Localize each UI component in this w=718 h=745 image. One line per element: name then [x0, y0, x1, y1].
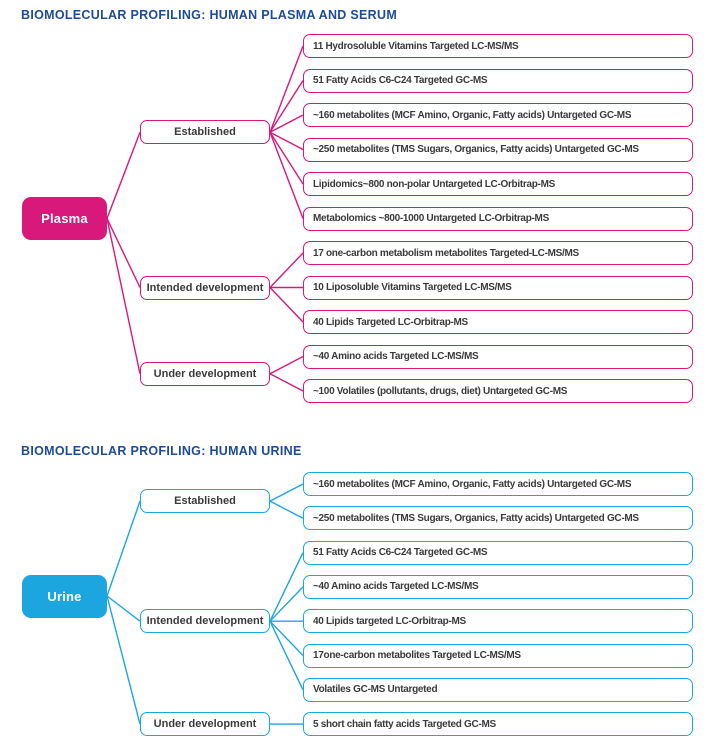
leaf-box-urine: 17one-carbon metabolites Targeted LC-MS/MS — [303, 644, 693, 668]
branch-urine-established: Established — [140, 489, 270, 513]
branch-plasma-established: Established — [140, 120, 270, 144]
leaf-box-plasma: 40 Lipids Targeted LC-Orbitrap-MS — [303, 310, 693, 334]
leaf-box-plasma: Lipidomics~800 non-polar Untargeted LC-Orbitrap-MS — [303, 172, 693, 196]
branch-urine-under-development: Under development — [140, 712, 270, 736]
leaf-box-plasma: ~250 metabolites (TMS Sugars, Organics, Fatty acids) Untargeted GC-MS — [303, 138, 693, 162]
leaf-box-urine: ~40 Amino acids Targeted LC-MS/MS — [303, 575, 693, 599]
connector-line — [270, 621, 303, 690]
connector-line — [270, 484, 303, 501]
leaf-box-plasma: Metabolomics ~800-1000 Untargeted LC-Orbitrap-MS — [303, 207, 693, 231]
connector-line — [107, 219, 140, 288]
connector-line — [270, 501, 303, 518]
connector-line — [107, 501, 140, 596]
leaf-box-plasma: 11 Hydrosoluble Vitamins Targeted LC-MS/MS — [303, 34, 693, 58]
section-title-plasma: BIOMOLECULAR PROFILING: HUMAN PLASMA AND SERUM — [21, 8, 398, 22]
connector-line — [270, 357, 303, 374]
plasma-root-node: Plasma — [22, 197, 107, 240]
connector-line — [270, 587, 303, 621]
leaf-box-plasma: ~100 Volatiles (pollutants, drugs, diet) Untargeted GC-MS — [303, 379, 693, 403]
connector-line — [270, 374, 303, 391]
leaf-box-plasma: 17 one-carbon metabolism metabolites Targeted-LC-MS/MS — [303, 241, 693, 265]
branch-plasma-intended-development: Intended development — [140, 276, 270, 300]
branch-urine-intended-development: Intended development — [140, 609, 270, 633]
connector-line — [270, 253, 303, 288]
leaf-box-plasma: 51 Fatty Acids C6-C24 Targeted GC-MS — [303, 69, 693, 93]
leaf-box-urine: 40 Lipids targeted LC-Orbitrap-MS — [303, 609, 693, 633]
leaf-box-urine: ~160 metabolites (MCF Amino, Organic, Fatty acids) Untargeted GC-MS — [303, 472, 693, 496]
connector-line — [107, 219, 140, 374]
leaf-box-plasma: ~160 metabolites (MCF Amino, Organic, Fatty acids) Untargeted GC-MS — [303, 103, 693, 127]
connector-line — [270, 621, 303, 655]
leaf-box-urine: ~250 metabolites (TMS Sugars, Organics, Fatty acids) Untargeted GC-MS — [303, 506, 693, 530]
leaf-box-urine: Volatiles GC-MS Untargeted — [303, 678, 693, 702]
leaf-box-urine: 51 Fatty Acids C6-C24 Targeted GC-MS — [303, 541, 693, 565]
connector-line — [107, 132, 140, 218]
leaf-box-plasma: 10 Liposoluble Vitamins Targeted LC-MS/MS — [303, 276, 693, 300]
connector-line — [270, 553, 303, 622]
leaf-box-plasma: ~40 Amino acids Targeted LC-MS/MS — [303, 345, 693, 369]
connector-line — [107, 596, 140, 724]
urine-root-node: Urine — [22, 575, 107, 618]
section-title-urine: BIOMOLECULAR PROFILING: HUMAN URINE — [21, 444, 302, 458]
leaf-box-urine: 5 short chain fatty acids Targeted GC-MS — [303, 712, 693, 736]
connector-line — [270, 288, 303, 323]
branch-plasma-under-development: Under development — [140, 362, 270, 386]
